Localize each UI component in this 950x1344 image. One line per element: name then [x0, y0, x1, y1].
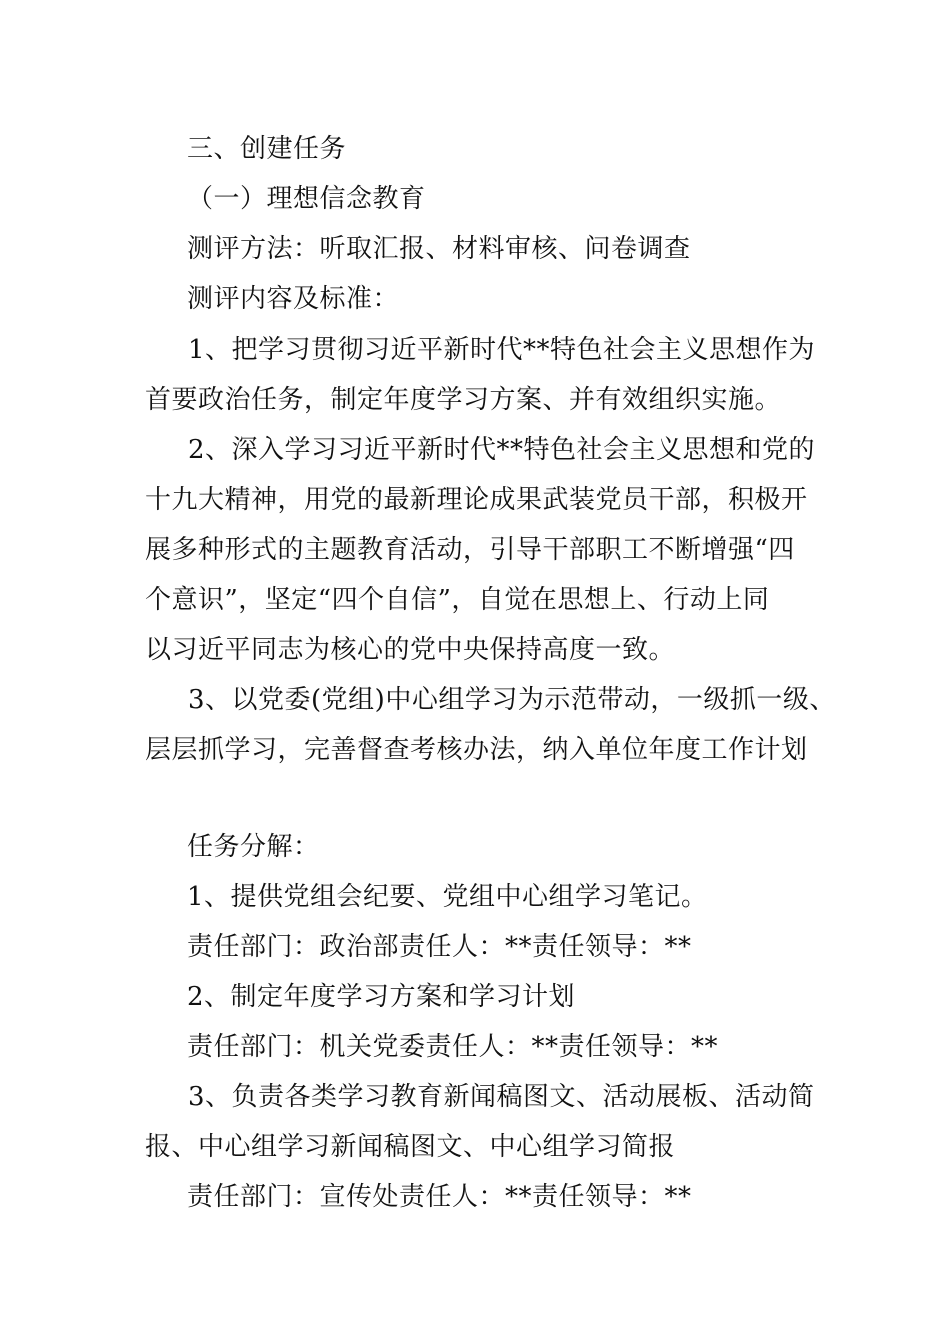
- task-2: 2、制定年度学习方案和学习计划: [187, 982, 576, 1012]
- criteria-item-2-line-5: 以习近平同志为核心的党中央保持高度一致。: [145, 635, 676, 665]
- task-3-responsibility: 责任部门：宣传处责任人：**责任领导：**: [187, 1182, 692, 1212]
- task-1: 1、提供党组会纪要、党组中心组学习笔记。: [187, 882, 708, 912]
- task-1-responsibility: 责任部门：政治部责任人：**责任领导：**: [187, 932, 692, 962]
- criteria-item-3-line-2: 层层抓学习，完善督查考核办法，纳入单位年度工作计划: [145, 735, 808, 765]
- criteria-item-3-line-1: 3、以党委(党组)中心组学习为示范带动，一级抓一级、: [188, 685, 836, 715]
- subsection-title: （一）理想信念教育: [187, 184, 426, 214]
- task-2-responsibility: 责任部门：机关党委责任人：**责任领导：**: [187, 1032, 719, 1062]
- task-3-line-1: 3、负责各类学习教育新闻稿图文、活动展板、活动简: [188, 1082, 815, 1112]
- criteria-item-2-line-1: 2、深入学习习近平新时代**特色社会主义思想和党的: [188, 435, 816, 465]
- criteria-item-1-line-1: 1、把学习贯彻习近平新时代**特色社会主义思想作为: [188, 335, 816, 365]
- tasks-heading: 任务分解：: [187, 832, 320, 862]
- evaluation-method: 测评方法：听取汇报、材料审核、问卷调查: [187, 234, 691, 264]
- section-title: 三、创建任务: [187, 134, 347, 164]
- criteria-item-2-line-2: 十九大精神，用党的最新理论成果武装党员干部，积极开: [145, 485, 808, 515]
- criteria-item-2-line-3: 展多种形式的主题教育活动，引导干部职工不断增强“四: [145, 535, 795, 565]
- criteria-heading: 测评内容及标准：: [187, 284, 400, 314]
- task-3-line-2: 报、中心组学习新闻稿图文、中心组学习简报: [145, 1132, 676, 1162]
- criteria-item-2-line-4: 个意识”，坚定“四个自信”，自觉在思想上、行动上同: [145, 585, 770, 615]
- criteria-item-1-line-2: 首要政治任务，制定年度学习方案、并有效组织实施。: [145, 385, 782, 415]
